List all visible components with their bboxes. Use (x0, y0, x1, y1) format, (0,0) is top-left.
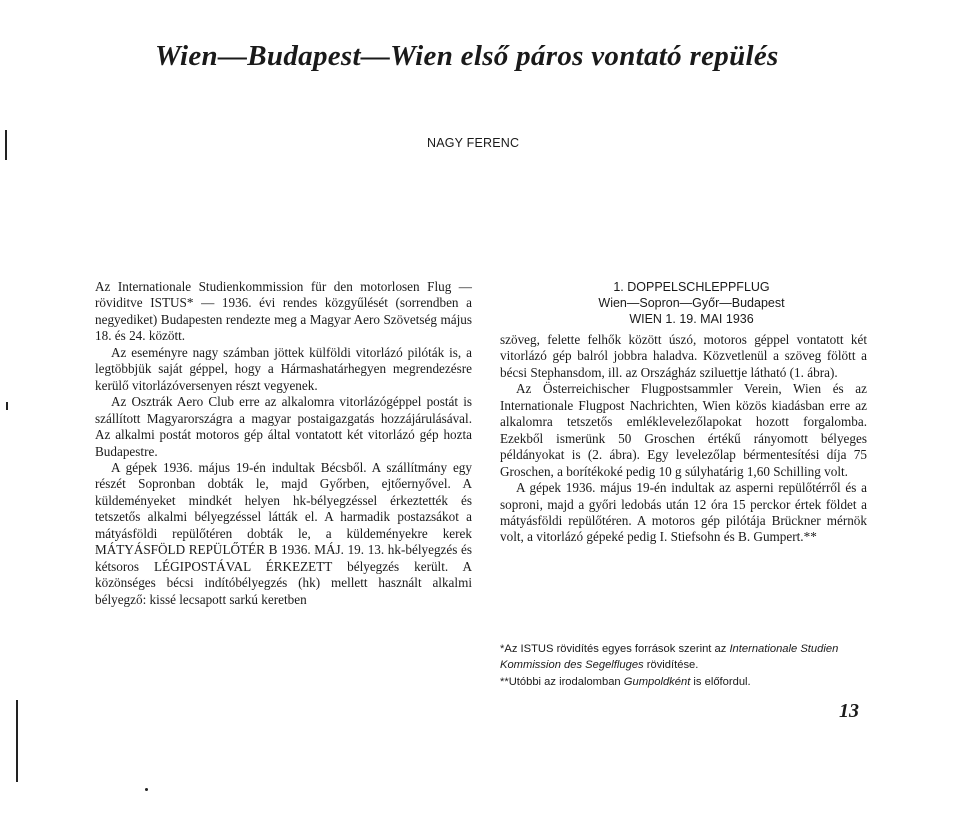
footnote-1 (500, 641, 870, 673)
author-name: NAGY FERENC (427, 136, 520, 150)
scan-artifact (5, 130, 7, 160)
left-column (95, 279, 472, 608)
page-number: 13 (839, 700, 859, 722)
footnote-2 (500, 674, 870, 690)
paragraph: Az eseményre nagy számban jöttek külföldi vitorlázó pilóták is, a legtöbbjük saját géppel, hogy a Hármashatárhegyen megrendezésre kerülő vitorlázóversenyen részt vegyenek. (95, 344, 472, 393)
paragraph: A gépek 1936. május 19-én indultak az asperni repülőtérről és a soproni, majd a győri ledobás után 12 óra 15 perckor értek földet a mátyásföldi repülőtéren. A motoros gép pilótája Brückner mérnök volt, a vitorlázó gépeké pedig I. Stiefsohn és B. Gumpert.** (500, 480, 867, 545)
paragraph: Az Österreichischer Flugpostsammler Verein, Wien és az Internationale Flugpost Nachrichten, Wien közös kiadásban erre az alkalomra tetszetős emléklevelezőlapokat hozott forgalomba. Ezekből ismerünk 50 Groschen értékű rányomott bélyeges példányokat is (2. ábra). Egy levelezőlap bérmentesítési díja 75 Groschen, a borítékoké pedig 10 g súlyhatárig 1,60 Schilling volt. (500, 381, 867, 479)
stamp-line-2: Wien—Sopron—Győr—Budapest (598, 296, 785, 310)
paragraph: Az Osztrák Aero Club erre az alkalomra vitorlázógéppel postát is szállított Magyarországra a magyar postaigazgatás hozzájárulásával. Az alkalmi postát motoros gép által vontatott két vitorlázó gép hozta Budapestre. (95, 394, 472, 459)
footnote-2-end: is előfordul. (690, 676, 751, 688)
footnote-1-italic: Internationale Studien Kommission des Segelfluges (500, 643, 839, 671)
stamp-line-3: WIEN 1. 19. MAI 1936 (629, 312, 754, 326)
footnote-1-end: rövidítése. (643, 659, 699, 671)
paragraph: A gépek 1936. május 19-én indultak Bécsből. A szállítmány egy részét Sopronban dobták le, majd Győrben, ejtőernyővel. A küldeményeket mindkét helyen hk-bélyegzéssel érkeztették és tetszetős alkalmi bélyegzéssel látták el. A harmadik postazsákot a mátyásföldi repülőtéren dobták le, a küldeményekre kerek MÁTYÁSFÖLD REPÜLŐTÉR B 1936. MÁJ. 19. 13. hk-bélyegzés és kétsoros LÉGIPOSTÁVAL ÉRKEZETT bélyegzés került. A közönséges bécsi indítóbélyegzés (hk) mellett használt alkalmi bélyegző: kissé lecsapott sarkú keretben (95, 459, 472, 607)
right-column (500, 279, 867, 546)
footnote-2-italic: Gumpoldként (623, 676, 691, 688)
footnotes (500, 641, 870, 690)
footnote-2-text: **Utóbbi az irodalomban (500, 676, 624, 688)
scan-artifact (145, 788, 148, 791)
stamp-description (500, 279, 867, 327)
footnote-1-text: *Az ISTUS rövidítés egyes források szerint az (500, 643, 730, 655)
paragraph: szöveg, felette felhők között úszó, motoros géppel vontatott két vitorlázó gép balról jobbra haladva. Közvetlenül a szöveg fölött a bécsi Stephansdom, ill. az Országház sziluettje látható (1. ábra). (500, 332, 867, 380)
scan-artifact (6, 402, 8, 410)
paragraph: Az Internationale Studienkommission für den motorlosen Flug — röviditve ISTUS* — 1936. évi rendes közgyűlését (sorrendben a negyediket) Budapesten rendezte meg a Magyar Aero Szövetség május 18. és 24. között. (95, 279, 472, 344)
scan-artifact (16, 700, 18, 782)
stamp-line-1: 1. DOPPELSCHLEPPFLUG (613, 280, 770, 294)
page-title: Wien—Budapest—Wien első páros vontató repülés (155, 40, 779, 72)
